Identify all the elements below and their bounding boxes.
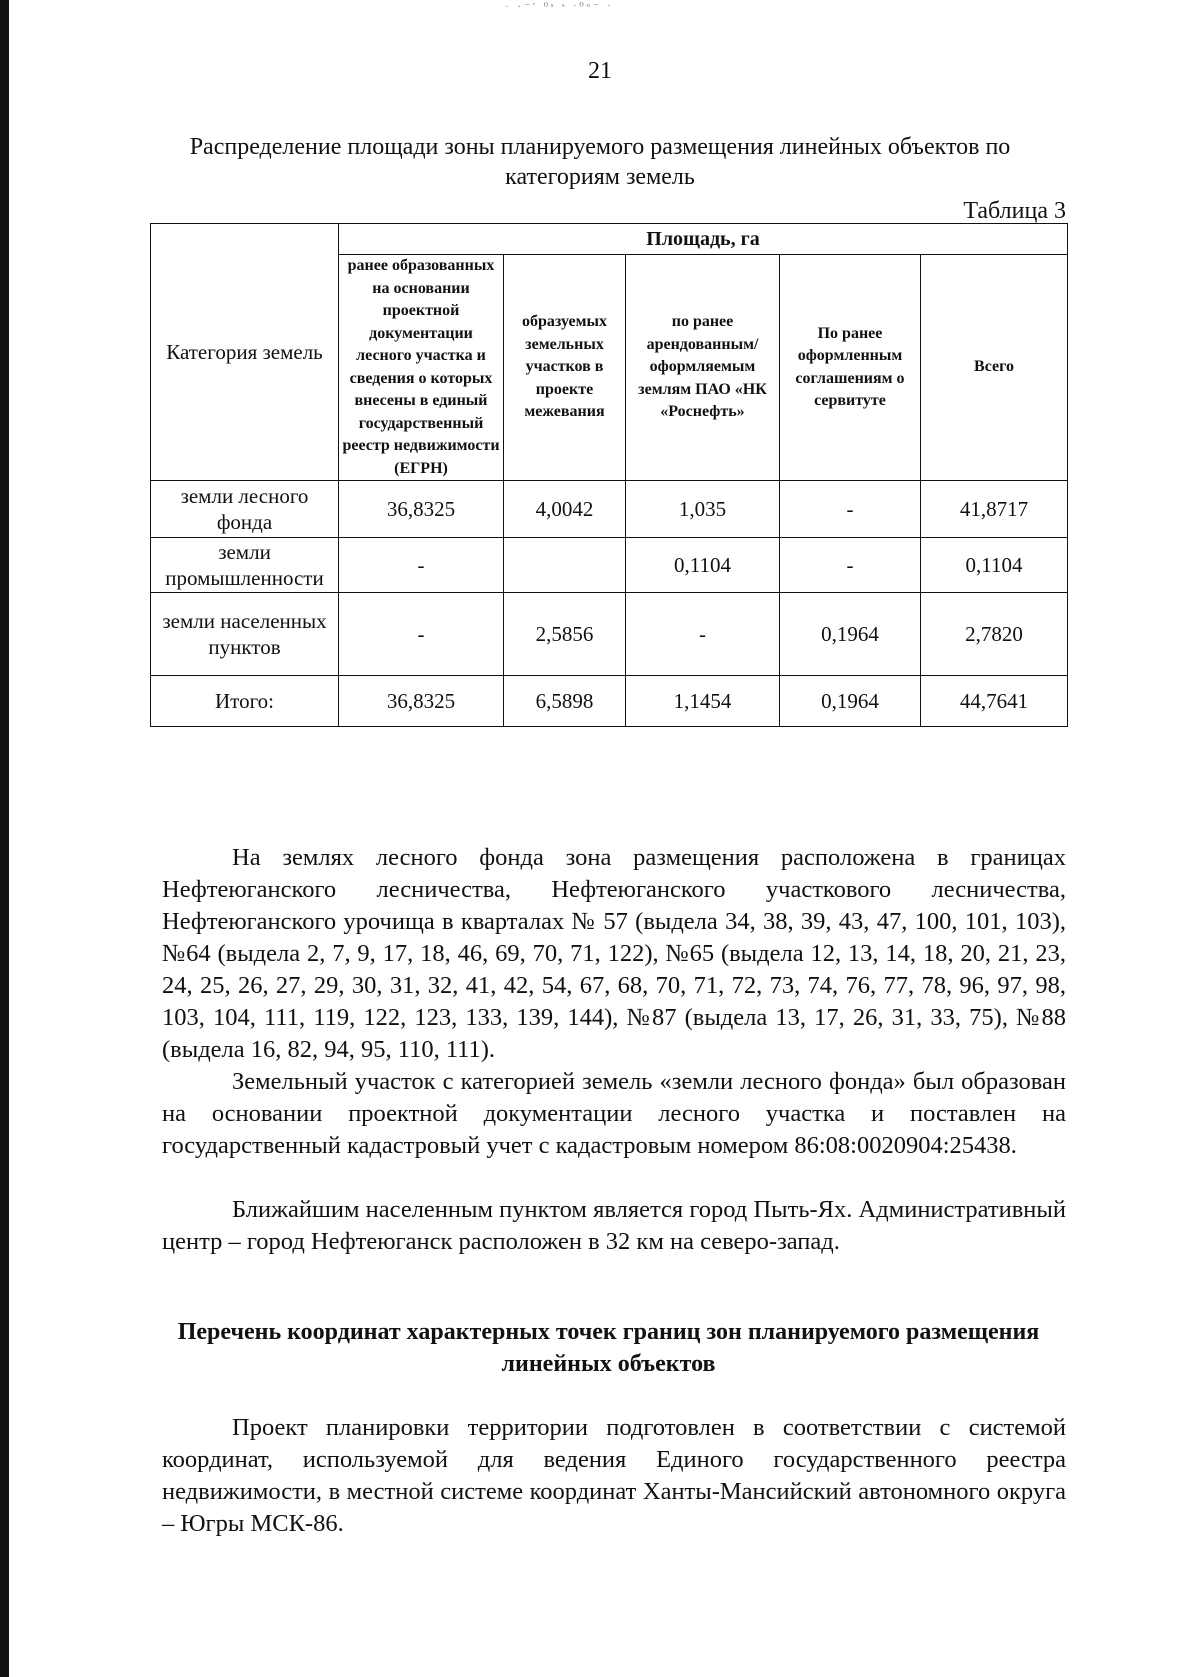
- row-category: Итого:: [151, 676, 339, 727]
- scan-noise: · ·⁻' ⁰ˢ ˢ ˑ⁰ᵒ⁻ ˑ: [505, 1, 614, 13]
- cell-value: 0,1964: [780, 676, 921, 727]
- cell-value: -: [626, 593, 780, 676]
- header-category: Категория земель: [151, 224, 339, 481]
- cell-value: 6,5898: [504, 676, 626, 727]
- cell-value: -: [780, 538, 921, 593]
- cell-value: [504, 538, 626, 593]
- table-title: Распределение площади зоны планируемого размещения линейных объектов по категориям земель: [189, 134, 1011, 190]
- cell-value: 4,0042: [504, 481, 626, 538]
- cell-value: -: [339, 538, 504, 593]
- header-egrn: ранее образованных на основании проектной документации лесного участка и сведения о которых внесены в единый государственный реестр недвижимости (ЕГРН): [339, 255, 504, 481]
- table-row-total: [151, 676, 1068, 727]
- table-row: [151, 481, 1068, 538]
- header-total: Всего: [921, 255, 1068, 481]
- header-servitude: По ранее оформленным соглашениям о сервитуте: [780, 255, 921, 481]
- table-row: [151, 593, 1068, 676]
- scan-border: [0, 0, 9, 1677]
- paragraph-forest-location: [162, 842, 1066, 1066]
- cell-value: 0,1964: [780, 593, 921, 676]
- cell-value: 36,8325: [339, 676, 504, 727]
- paragraph-coordinates: [162, 1412, 1066, 1540]
- page-number: 21: [588, 58, 612, 84]
- paragraph-text: Проект планировки территории подготовлен в соответствии с системой координат, используемой для ведения Единого государственного реестра недвижимости, в местной системе координат Ханты-Мансийский автономного округа – Югры МСК-86.: [162, 1414, 1066, 1537]
- header-area-group: Площадь, га: [339, 224, 1068, 255]
- row-category: земли промышленности: [151, 538, 339, 593]
- cell-value: 2,7820: [921, 593, 1068, 676]
- cell-value: 1,035: [626, 481, 780, 538]
- cell-value: 44,7641: [921, 676, 1068, 727]
- cell-value: 36,8325: [339, 481, 504, 538]
- header-rosneft: по ранее арендованным/ оформляемым землям ПАО «НК «Роснефть»: [626, 255, 780, 481]
- header-new-plots: образуемых земельных участков в проекте межевания: [504, 255, 626, 481]
- cell-value: -: [780, 481, 921, 538]
- cell-value: 2,5856: [504, 593, 626, 676]
- cell-value: 1,1454: [626, 676, 780, 727]
- land-area-table: [150, 223, 1068, 727]
- cell-value: 0,1104: [921, 538, 1068, 593]
- row-category: земли лесного фонда: [151, 481, 339, 538]
- table-row: [151, 538, 1068, 593]
- cell-value: 0,1104: [626, 538, 780, 593]
- paragraph-cadastral: [162, 1066, 1066, 1162]
- table-label: Таблица 3: [963, 198, 1066, 224]
- paragraph-text: На землях лесного фонда зона размещения расположена в границах Нефтеюганского лесничества, Нефтеюганского участкового лесничества, Нефтеюганского урочища в кварталах № 57 (выдела 34, 38, 39, 43, 47, 100, 101, 103), №64 (выдела 2, 7, 9, 17, 18, 46, 69, 70, 71, 122), №65 (выдела 12, 13, 14, 18, 20, 21, 23, 24, 25, 26, 27, 29, 30, 31, 32, 41, 42, 54, 67, 68, 70, 71, 72, 73, 74, 76, 77, 78, 96, 97, 98, 103, 104, 111, 119, 122, 123, 133, 139, 144), №87 (выдела 13, 17, 26, 31, 33, 75), №88 (выдела 16, 82, 94, 95, 110, 111).: [162, 844, 1066, 1063]
- paragraph-text: Ближайшим населенным пунктом является город Пыть-Ях. Административный центр – город Нефтеюганск расположен в 32 км на северо-запад.: [162, 1196, 1066, 1255]
- row-category: земли населенных пунктов: [151, 593, 339, 676]
- cell-value: -: [339, 593, 504, 676]
- paragraph-text: Земельный участок с категорией земель «земли лесного фонда» был образован на основании проектной документации лесного участка и поставлен на государственный кадастровый учет с кадастровым номером 86:08:0020904:25438.: [162, 1068, 1066, 1159]
- paragraph-settlement: [162, 1194, 1066, 1258]
- cell-value: 41,8717: [921, 481, 1068, 538]
- section-heading: Перечень координат характерных точек границ зон планируемого размещения линейных объектов: [177, 1319, 1040, 1377]
